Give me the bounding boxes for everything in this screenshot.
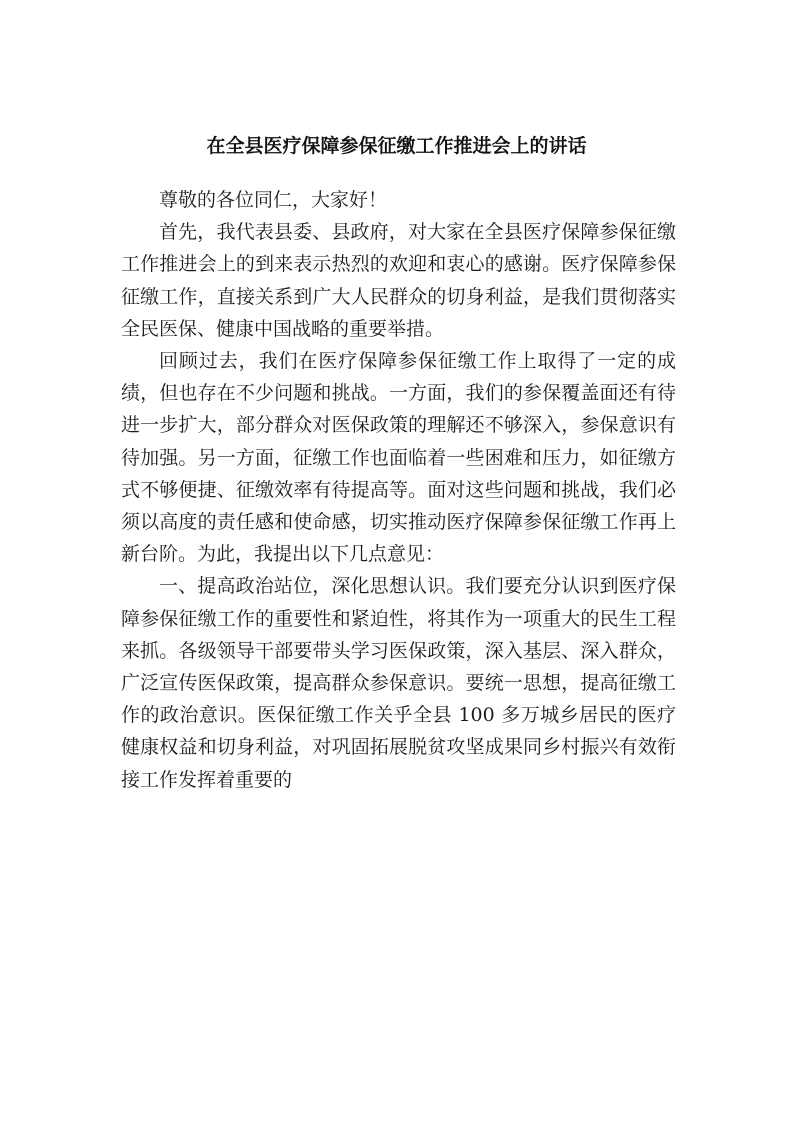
paragraph-review: 回顾过去，我们在医疗保障参保征缴工作上取得了一定的成绩，但也存在不少问题和挑战。一方面，我们的参保覆盖面还有待进一步扩大，部分群众对医保政策的理解还不够深入，参保意识有待加强。另一方面，征缴工作也面临着一些困难和压力，如征缴方式不够便捷、征缴效率有待提高等。面对这些问题和挑战，我们必须以高度的责任感和使命感，切实推动医疗保障参保征缴工作再上新台阶。为此，我提出以下几点意见： (121, 350, 676, 566)
paragraph-greeting: 尊敬的各位同仁，大家好！ (159, 189, 388, 211)
paragraph-opening: 首先，我代表县委、县政府，对大家在全县医疗保障参保征缴工作推进会上的到来表示热烈的欢迎和衷心的感谢。医疗保障参保征缴工作，直接关系到广大人民群众的切身利益，是我们贯彻落实全民医保、健康中国战略的重要举措。 (121, 221, 676, 340)
paragraph-point-one: 一、提高政治站位，深化思想认识。我们要充分认识到医疗保障参保征缴工作的重要性和紧迫性，将其作为一项重大的民生工程来抓。各级领导干部要带头学习医保政策，深入基层、深入群众，广泛宣传医保政策，提高群众参保意识。要统一思想，提高征缴工作的政治意识。医保征缴工作关乎全县 100 多万城乡居民的医疗健康权益和切身利益，对巩固拓展脱贫攻坚成果同乡村振兴有效衔接工作发挥着重要的 (121, 575, 676, 791)
document-body (121, 184, 676, 796)
document-title: 在全县医疗保障参保征缴工作推进会上的讲话 (206, 135, 587, 157)
